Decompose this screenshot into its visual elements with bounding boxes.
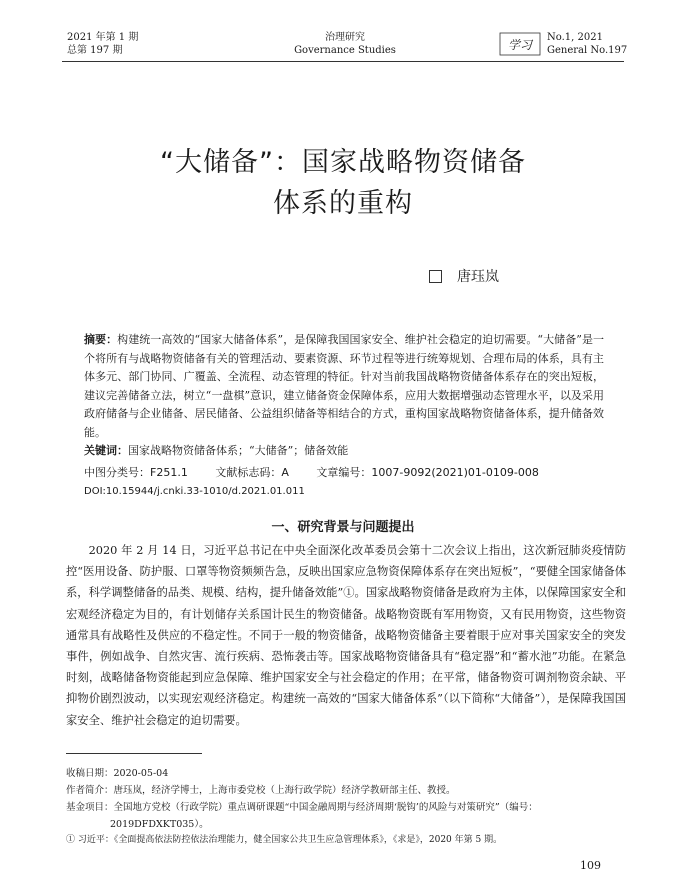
author-marker: [429, 270, 442, 283]
journal-logo: [498, 27, 542, 61]
journal-number: [547, 31, 627, 57]
issue-total: 总第 197 期: [67, 45, 123, 56]
article-number: 文章编号：1007-9092(2021)01-0109-008: [316, 466, 539, 479]
title-line-1: “大储备”：国家战略物资储备: [160, 147, 526, 178]
keywords-text: 国家战略物资储备体系；“大储备”；储备效能: [128, 444, 349, 457]
footnote-rule: [66, 753, 202, 754]
title-line-2: 体系的重构: [273, 188, 413, 219]
issue-year: 2021 年第 1 期: [67, 32, 139, 43]
journal-issue: [67, 31, 138, 57]
section-title: 一、研究背景与问题提出: [271, 520, 415, 535]
abstract-label: 摘要：: [84, 333, 118, 346]
keywords-label: 关键词：: [84, 444, 128, 457]
page-number: 109: [580, 859, 601, 872]
fund-info: 基金项目：全国地方党校（行政学院）重点调研课题“中国金融周期与经济周期‘脱钩’的风险与对策研究”（编号：: [66, 802, 538, 813]
received-date: 收稿日期：2020-05-04: [66, 768, 169, 779]
article-notes: [66, 765, 626, 833]
classification-line: [84, 465, 563, 480]
document-code: 文献标志码：A: [215, 466, 289, 479]
doi: DOI:10.15944/j.cnki.33-1010/d.2021.01.011: [84, 486, 305, 497]
svg-text:学习: 学习: [507, 38, 533, 52]
author-bio: 作者简介：唐珏岚，经济学博士，上海市委党校（上海行政学院）经济学教研部主任、教授。: [66, 785, 456, 796]
general-number-en: General No.197: [547, 45, 628, 56]
issue-number-en: No.1, 2021: [547, 32, 603, 43]
journal-name-en: Governance Studies: [294, 45, 396, 56]
clc-number: 中图分类号：F251.1: [84, 466, 188, 479]
author-name: 唐珏岚: [457, 269, 499, 285]
header-rule: [62, 61, 624, 62]
abstract-text: 构建统一高效的“国家大储备体系”，是保障我国国家安全、维护社会稳定的迫切需要。“大储备”是一个将所有与战略物资储备有关的管理活动、要素资源、环节过程等进行统筹规划、合理布局的体系，具有主体多元、部门协同、广覆盖、全流程、动态管理的特征。针对当前我国战略物资储备体系存在的突出短板，建议完善储备立法，树立“一盘棋”意识，建立储备资金保障体系，应用大数据增强动态管理水平，以及采用政府储备与企业储备、居民储备、公益组织储备等相结合的方式，重构国家战略物资储备体系，提升储备效能。: [84, 333, 604, 439]
body-paragraph: 2020 年 2 月 14 日，习近平总书记在中央全面深化改革委员会第十二次会议上指出，这次新冠肺炎疫情防控“医用设备、防护服、口罩等物资频频告急，反映出国家应急物资保障体系存在突出短板”，“要健全国家储备体系，科学调整储备的品类、规模、结构，提升储备效能”①。国家战略物资储备是政府为主体，以保障国家安全和宏观经济稳定为目的，有计划储存关系国计民生的物资储备。战略物资既有军用物资，又有民用物资，这些物资通常具有战略性及供应的不稳定性。不同于一般的物资储备，战略物资储备主要着眼于应对事关国家安全的突发事件，例如战争、自然灾害、流行疾病、恐怖袭击等。国家战略物资储备具有“稳定器”和“蓄水池”功能。在紧急时刻，战略储备物资能起到应急保障、维护国家安全与社会稳定的作用；在平常，储备物资可调剂物资余缺、平抑物价剧烈波动，以实现宏观经济稳定。构建统一高效的“国家大储备体系”（以下简称“大储备”），是保障我国国家安全、维护社会稳定的迫切需要。: [66, 544, 626, 727]
keywords: [84, 443, 348, 458]
journal-name-cn: 治理研究: [325, 32, 365, 43]
paper-title: [62, 142, 624, 224]
footnote: ① 习近平：《全面提高依法防控依法治理能力，健全国家公共卫生应急管理体系》，《求是》，2020 年第 5 期。: [66, 835, 503, 845]
abstract: [84, 331, 604, 443]
fund-info-cont: 2019DFDXKT035）。: [110, 819, 209, 830]
journal-name: [260, 31, 430, 57]
